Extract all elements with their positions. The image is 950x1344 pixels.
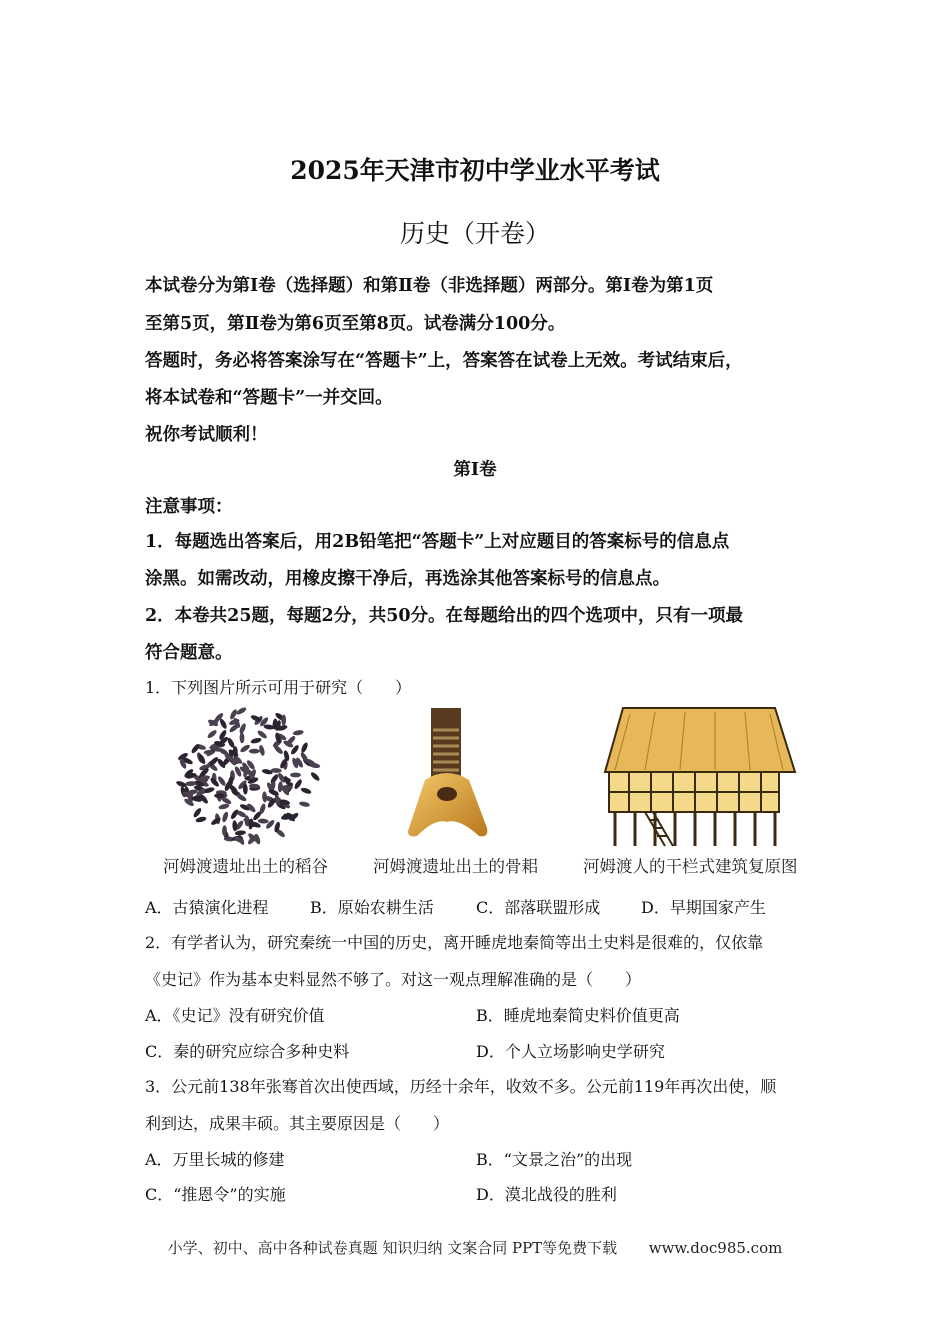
- q3-option-d: D．漠北战役的胜利: [476, 1185, 617, 1204]
- q1-option-d: D．早期国家产生: [641, 898, 766, 917]
- q1-option-a: A．古猿演化进程: [145, 898, 269, 917]
- intro-line-4: 将本试卷和“答题卡”一并交回。: [145, 388, 393, 408]
- stilt-house-image: [585, 700, 815, 850]
- footer-url-link[interactable]: www.doc985.com: [648, 1239, 783, 1257]
- stilt-house-icon: [585, 700, 800, 850]
- q2-option-a: A．《史记》没有研究价值: [145, 1006, 325, 1025]
- intro-line-5: 祝你考试顺利！: [145, 425, 268, 445]
- exam-subtitle: 历史（开卷）: [399, 219, 550, 248]
- image-caption-2: 河姆渡遗址出土的骨耜: [373, 857, 538, 876]
- q3-option-c: C．“推恩令”的实施: [145, 1185, 286, 1204]
- rice-grains-image: [158, 700, 388, 850]
- image-caption-1: 河姆渡遗址出土的稻谷: [163, 857, 328, 876]
- intro-line-1: 本试卷分为第Ⅰ卷（选择题）和第Ⅱ卷（非选择题）两部分。第Ⅰ卷为第1页: [145, 276, 714, 296]
- q1-option-c: C．部落联盟形成: [476, 898, 601, 917]
- footer: [0, 1237, 950, 1258]
- q2-option-c: C．秦的研究应综合多种史料: [145, 1042, 350, 1061]
- q3-option-a: A．万里长城的修建: [145, 1150, 285, 1169]
- q3-stem-line-1: 3．公元前138年张骞首次出使西域，历经十余年，收效不多。公元前119年再次出使，顺: [145, 1077, 777, 1096]
- note-2-line-2: 符合题意。: [145, 643, 233, 663]
- bone-spade-icon: [395, 700, 525, 850]
- q2-stem-line-2: 《史记》作为基本史料显然不够了。对这一观点理解准确的是（ ）: [145, 970, 642, 989]
- notes-label: 注意事项：: [145, 497, 233, 517]
- section-title: 第Ⅰ卷: [453, 460, 497, 480]
- image-caption-3: 河姆渡人的干栏式建筑复原图: [583, 857, 798, 876]
- intro-line-2: 至第5页，第Ⅱ卷为第6页至第8页。试卷满分100分。: [145, 314, 566, 334]
- note-2-line-1: 2．本卷共25题，每题2分，共50分。在每题给出的四个选项中，只有一项最: [145, 606, 744, 626]
- exam-title: 2025年天津市初中学业水平考试: [290, 156, 660, 185]
- note-1-line-2: 涂黑。如需改动，用橡皮擦干净后，再选涂其他答案标号的信息点。: [145, 569, 670, 589]
- q3-option-b: B．“文景之治”的出现: [476, 1150, 633, 1169]
- q2-option-b: B．睡虎地秦简史料价值更高: [476, 1006, 680, 1025]
- footer-text: 小学、初中、高中各种试卷真题 知识归纳 文案合同 PPT等免费下载: [167, 1239, 618, 1257]
- q2-stem-line-1: 2．有学者认为，研究秦统一中国的历史，离开睡虎地秦简等出土史料是很难的，仅依靠: [145, 933, 764, 952]
- q2-option-d: D．个人立场影响史学研究: [476, 1042, 665, 1061]
- note-1-line-1: 1．每题选出答案后，用2B铅笔把“答题卡”上对应题目的答案标号的信息点: [145, 532, 730, 552]
- intro-line-3: 答题时，务必将答案涂写在“答题卡”上，答案答在试卷上无效。考试结束后，: [145, 351, 743, 371]
- q1-stem: 1．下列图片所示可用于研究（ ）: [145, 678, 412, 697]
- q3-stem-line-2: 利到达，成果丰硕。其主要原因是（ ）: [145, 1114, 450, 1133]
- rice-grains-icon: [158, 700, 338, 850]
- q1-option-b: B．原始农耕生活: [310, 898, 434, 917]
